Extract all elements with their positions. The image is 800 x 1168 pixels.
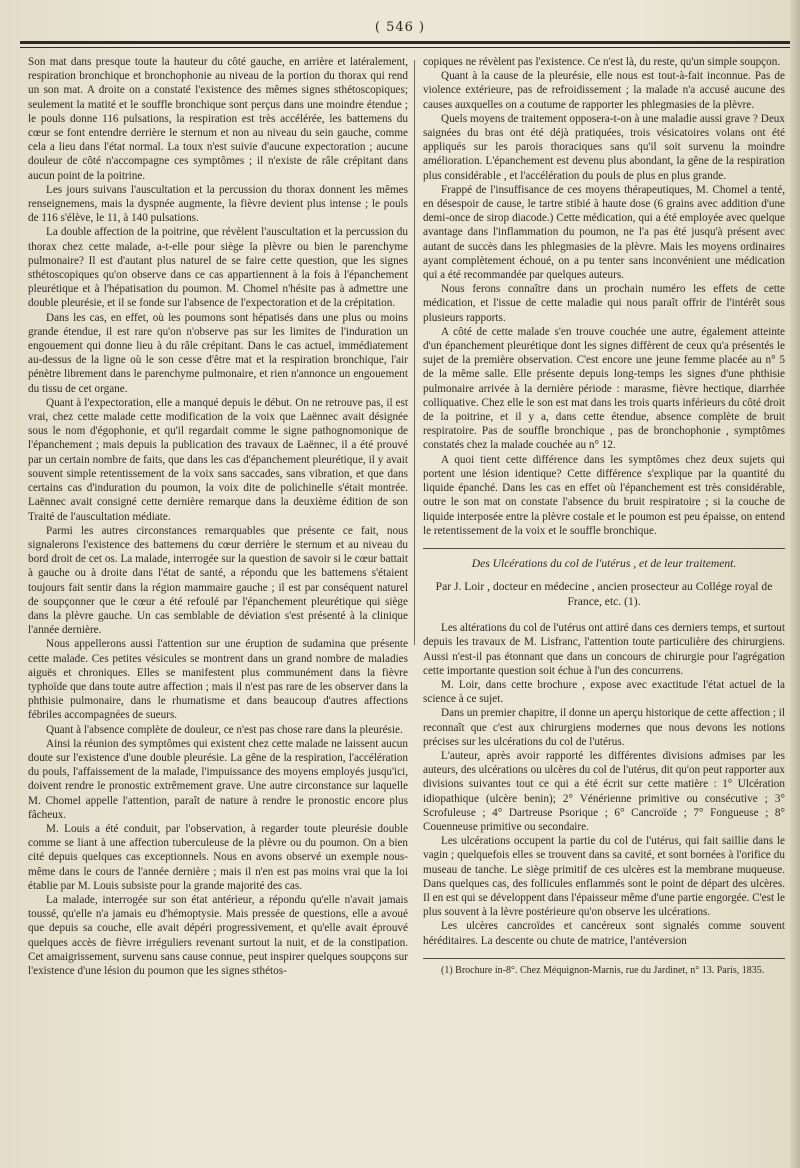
article-paragraph: Les altérations du col de l'utérus ont attiré dans ces derniers temps, et surtout depuis les travaux de M. Lisfranc, l'attention toute particulière des chirurgiens. Aussi n'est-il pas étonnant que dans un concours de chirurgie pour l'agrégation cette importante question soit échue à l'un des concurrens.	[423, 622, 785, 677]
right-paragraph: Nous ferons connaître dans un prochain numéro les effets de cette médication, et l'issue de cette maladie qui nous paraît offrir de l'intérêt sous plusieurs rapports.	[423, 283, 785, 324]
right-paragraph: Quels moyens de traitement opposera-t-on à une maladie aussi grave ? Deux saignées du bras ont été déjà pratiquées, trois vésicatoires volans ont été appliqués sur les parois thoraciques sans qu'il soit survenu la moindre amélioration. L'épanchement est devenu plus abondant, la gêne de la respiration plus considérable , et l'accélération du pouls de plus en plus grande.	[423, 112, 785, 182]
left-paragraph: Ainsi la réunion des symptômes qui existent chez cette malade ne laissent aucun doute sur l'existence d'une double pleurésie. La gêne de la respiration, l'accélération du pouls, l'affaissement de la malade, l'impuissance des moyens employés jusqu'ici, doivent rendre le pronostic extrêmement grave. Une autre circonstance sur laquelle M. Chomel appelle l'attention, paraît de nature à rendre le pronostic encore plus fâcheux.	[28, 737, 408, 821]
footnote: (1) Brochure in-8°. Chez Méquignon-Marnis, rue du Jardinet, n° 13. Paris, 1835.	[441, 964, 765, 976]
left-paragraph: Dans les cas, en effet, où les poumons sont hépatisés dans une plus ou moins grande étendue, il est rare qu'on n'observe pas sur les limites de l'induration un engouement qui donne lieu à du râle crépitant. Dans le cas actuel, immédiatement au-dessus de la ligne où le son cesse d'être mat et la respiration bronchique, l'air pénètre librement dans le parenchyme pulmonaire, et rien n'annonce un engouement du tissu de cet organe.	[28, 311, 408, 395]
left-paragraph: Parmi les autres circonstances remarquables que présente ce fait, nous signalerons l'existence des battemens du cœur derrière le sternum et au niveau du bord droit de cet os. La malade, interrogée sur la question de savoir si le cœur battait à gauche ou à droite dans l'état de santé, a répondu que les battemens s'étaient toujours fait sentir dans la région mammaire gauche ; il est par conséquent naturel de soupçonner que le cœur a été refoulé par l'épanchement pleurétique qui siège dans la plèvre gauche. Un cas semblable de déviation s'est présenté à la clinique l'année dernière.	[28, 524, 408, 637]
right-paragraph: Quant à la cause de la pleurésie, elle nous est tout-à-fait inconnue. Pas de violence extérieure, pas de refroidissement ; la malade n'a accusé aucune des causes auxquelles on a coutume de rapporter les phlegmasies de la plèvre.	[423, 70, 785, 111]
header-rule-thin	[20, 47, 790, 48]
column-divider	[414, 60, 415, 645]
article-paragraph: Les ulcères cancroïdes et cancéreux sont signalés comme souvent héréditaires. La descente ou chute de matrice, l'antéversion	[423, 920, 785, 947]
left-paragraph: Son mat dans presque toute la hauteur du côté gauche, en arrière et latéralement, respiration bronchique et bronchophonie au niveau de la portion du thorax qui rend un son mat. A droite on a constaté l'existence des mêmes signes sthétoscopiques; seulement la matité et le souffle bronchique sont perçus dans une moindre étendue ; le pouls donne 116 pulsations, la respiration est très accélérée, les battemens du cœur se font entendre derrière le sternum et non au niveau du sein gauche, comme cela a lieu dans l'état normal. La toux n'est suivie d'aucune expectoration ; aucune douleur de côté n'accompagne ces symptômes ; il n'existe de râle crépitant dans aucun point de la poitrine.	[28, 56, 408, 182]
article-paragraph: Dans un premier chapitre, il donne un aperçu historique de cette affection ; il reconnaît que c'est aux chirurgiens modernes que nous devons les notions précises sur les ulcérations du col de l'utérus.	[423, 707, 785, 748]
article-paragraph: Les ulcérations occupent la partie du col de l'utérus, qui fait saillie dans le vagin ; quelquefois elles se trouvent dans sa cavité, et sont bornées à l'orifice du museau de tanche. Le siège primitif de ces ulcères est la membrane muqueuse. Dans quelques cas, des follicules enflammés sont le point de départ des ulcères. Il en est qui se développent dans l'épaisseur même d'une partie engorgée. C'est le plus souvent à la lèvre postérieure qu'on observe les ulcérations.	[423, 835, 785, 919]
left-paragraph: Quant à l'absence complète de douleur, ce n'est pas chose rare dans la pleurésie.	[46, 723, 403, 736]
left-paragraph: M. Louis a été conduit, par l'observation, à regarder toute pleurésie double comme se liant à une affection tuberculeuse de la plèvre ou du poumon. On a bien cité depuis quelques cas exceptionnels. Nous en avons observé un exemple nous-même dans le cours de l'année dernière ; mais il n'en est pas moins vrai que la loi établie par M. Louis subsiste pour la grande majorité des cas.	[28, 822, 408, 892]
article-paragraph: M. Loir, dans cette brochure , expose avec exactitude l'état actuel de la science à ce sujet.	[423, 678, 785, 706]
left-paragraph: Les jours suivans l'auscultation et la percussion du thorax donnent les mêmes renseignemens, mais la dyspnée augmente, la fièvre devient plus intense ; le pouls de 116 s'élève, le 11, à 140 pulsations.	[28, 183, 408, 225]
footnote-rule	[423, 958, 785, 959]
left-paragraph: Nous appellerons aussi l'attention sur une éruption de sudamina que présente cette malade. Ces petites vésicules se montrent dans un grand nombre de maladies aiguës et chroniques. Elles se manifestent plus communément dans la fièvre typhoïde que dans toute autre affection ; mais il n'est pas rare de les observer dans la phthisie pulmonaire, dans le rhumatisme et dans beaucoup d'autres affections fébriles accompagnées de sueurs.	[28, 638, 408, 722]
article-byline: Par J. Loir , docteur en médecine , ancien prosecteur au Collége royal de France, etc. (1).	[435, 580, 773, 609]
left-paragraph: La double affection de la poitrine, que révèlent l'auscultation et la percussion du thorax chez cette malade, a-t-elle pour siège la plèvre ou bien le parenchyme pulmonaire? Il est d'autant plus naturel de se faire cette question, que les signes sthétoscopiques qu'on observe dans ce cas appartiennent à la fois à l'épanchement pleurétique et à l'hépatisation du poumon. M. Chomel n'hésite pas à admettre une double pleurésie, et il se fonde sur l'absence de l'expectoration et de la crépitation.	[28, 226, 408, 310]
header-rule-thick	[20, 41, 790, 44]
article-paragraph: L'auteur, après avoir rapporté les différentes divisions admises par les auteurs, des ulcérations ou ulcères du col de l'utérus, dit qu'on peut rapporter aux divisions suivantes tout ce qui a été écrit sur cette matière : 1° Ulcération idiopathique (ulcère benin); 2° Vénérienne primitive ou consécutive ; 3° Scrofuleuse ; 4° Dartreuse Psorique ; 6° Cancroïde ; 7° Fongueuse ; 8° Couenneuse primitive ou secondaire.	[423, 749, 785, 833]
right-paragraph: Frappé de l'insuffisance de ces moyens thérapeutiques, M. Chomel a tenté, en désespoir de cause, le tartre stibié à haute dose (6 grains avec addition d'une demi-once de sirop diacode.) Cette médication, qui a été employée avec quelque avantage dans l'inflammation du poumon, ne l'a pas été jusqu'à présent avec autant de succès dans les phlegmasies de la plèvre. Mais les moyens ordinaires ayant complètement échoué, on a pu tenter sans inconvénient une médication qui a été recommandée par quelques auteurs.	[423, 183, 785, 282]
right-paragraph: A côté de cette malade s'en trouve couchée une autre, également atteinte d'un épanchement pleurétique dont les signes diffèrent de ceux qu'a présentés le sujet de la première observation. C'est encore une jeune femme placée au n° 5 de la même salle. Elle présente depuis long-temps les signes d'une phthisie pulmonaire arrivée à la dernière période : marasme, fièvre hectique, diarrhée colliquative. Chez elle le son est mat dans les trois quarts inférieurs du côté droit de la poitrine, et il y a, dans cette étendue, absence complète de bruit respiratoire. Pas de souffle bronchique , pas de bronchophonie , symptômes constatés chez la malade couchée au n° 12.	[423, 325, 785, 452]
left-paragraph: Quant à l'expectoration, elle a manqué depuis le début. On ne retrouve pas, il est vrai, chez cette malade cette modification de la voix que Laënnec avait désignée sous le nom d'égophonie, et qu'il regardait comme le signe pathognomonique de l'épanchement ; mais depuis la publication des travaux de Laënnec, il a été prouvé par un certain nombre de faits, que dans les cas d'épanchement pleurétique, il y avait souvent simple retentissement de la voix sans saccades, sans vibration, et que dans certains cas d'induration du poumon, la voix dite de polichinelle s'était montrée. Laënnec avait consigné cette dernière remarque dans la deuxième édition de son Traité de l'auscultation médiate.	[28, 396, 408, 523]
right-paragraph: A quoi tient cette différence dans les symptômes chez deux sujets qui portent une lésion identique? Cette différence s'explique par la quantité du liquide épanché. Dans les cas en effet où l'épanchement est très considérable, outre le son mat on constate l'absence du bruit respiratoire ; si la couche de liquide interposée entre la plèvre costale et le poumon est peu épaisse, on entend le retentissement de la voix et le souffle bronchique.	[423, 453, 785, 537]
article-separator	[423, 548, 785, 549]
page-number: ( 546 )	[374, 20, 426, 35]
right-paragraph: copiques ne révèlent pas l'existence. Ce n'est là, du reste, qu'un simple soupçon.	[423, 56, 781, 68]
left-paragraph: La malade, interrogée sur son état antérieur, a répondu qu'elle n'avait jamais toussé, qu'elle n'a jamais eu d'hémoptysie. Mais pressée de questions, elle a avoué que depuis sa couche, elle avait dépéri progressivement, et qu'elle avait éprouvé quelques accès de fièvre irréguliers revenant surtout la nuit, et de la constipation. Cet amaigrissement, survenu sans cause connue, peut inspirer quelques soupçons sur l'existence d'une lésion du poumon que les signes sthétos-	[28, 893, 408, 977]
article-title: Des Ulcérations du col de l'utérus , et de leur traitement.	[471, 556, 737, 570]
left-column	[28, 55, 408, 978]
right-column	[423, 55, 785, 977]
page-spine-shadow	[790, 0, 800, 1168]
